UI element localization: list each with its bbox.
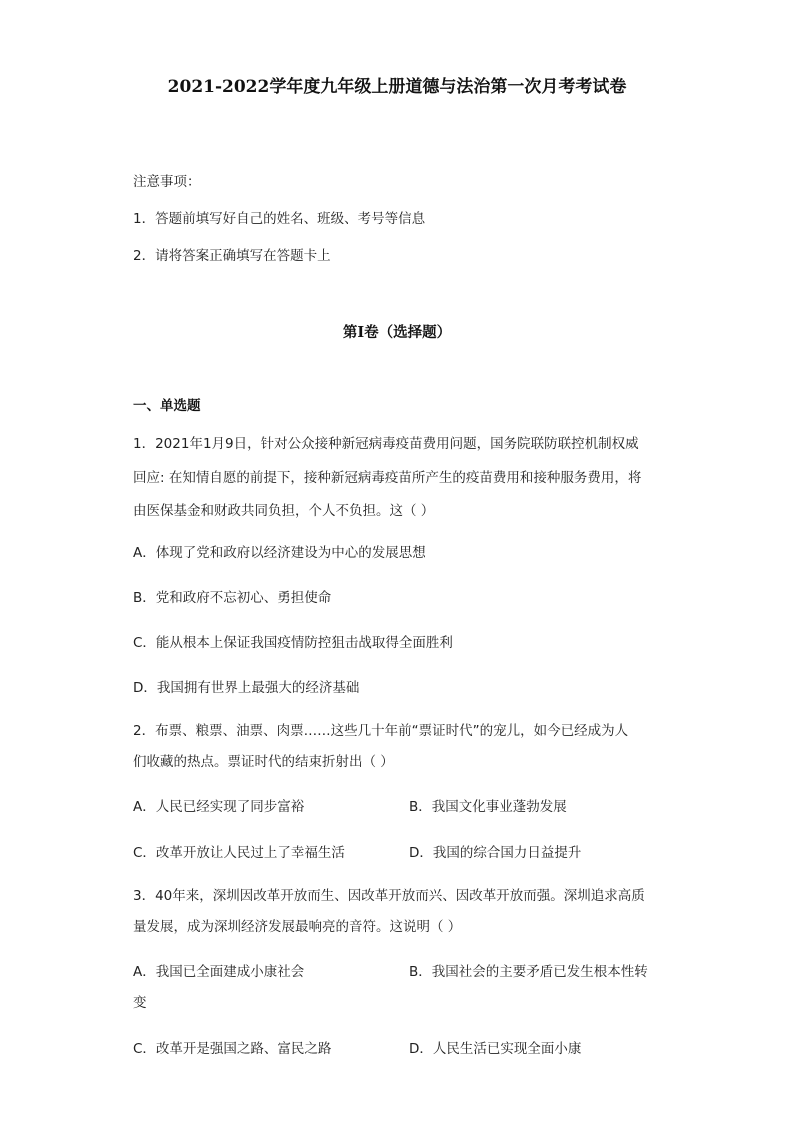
option-c: C．改革开是强国之路、富民之路	[133, 1041, 332, 1057]
option-d: D．人民生活已实现全面小康	[409, 1041, 582, 1057]
option-d: D．我国拥有世界上最强大的经济基础	[133, 680, 360, 696]
notice-item: 1．答题前填写好自己的姓名、班级、考号等信息	[133, 211, 426, 227]
question-line: 1．2021年1月9日，针对公众接种新冠病毒疫苗费用问题，国务院联防联控机制权威	[133, 436, 639, 452]
option-b: B．党和政府不忘初心、勇担使命	[133, 590, 332, 606]
option-a: A．我国已全面建成小康社会	[133, 964, 305, 980]
part-title: 第I卷（选择题）	[342, 324, 452, 341]
question-line: 量发展，成为深圳经济发展最响亮的音符。这说明（ ）	[133, 919, 462, 935]
question-line: 由医保基金和财政共同负担，个人不负担。这（ ）	[133, 503, 435, 519]
section-heading: 一、单选题	[133, 398, 201, 414]
option-c: C．能从根本上保证我国疫情防控狙击战取得全面胜利	[133, 635, 453, 651]
option-b: B．我国文化事业蓬勃发展	[409, 799, 567, 815]
notice-label: 注意事项：	[133, 174, 201, 190]
option-c: C．改革开放让人民过上了幸福生活	[133, 845, 345, 861]
question-line: 2．布票、粮票、油票、肉票……这些几十年前“票证时代”的宠儿，如今已经成为人	[133, 723, 629, 739]
option-d: D．我国的综合国力日益提升	[409, 845, 582, 861]
option-b: B．我国社会的主要矛盾已发生根本性转	[409, 964, 648, 980]
notice-item: 2．请将答案正确填写在答题卡上	[133, 248, 331, 264]
option-a: A．体现了党和政府以经济建设为中心的发展思想	[133, 545, 426, 561]
option-a: A．人民已经实现了同步富裕	[133, 799, 305, 815]
question-line: 回应: 在知情自愿的前提下，接种新冠病毒疫苗所产生的疫苗费用和接种服务费用，将	[133, 470, 642, 486]
question-line: 3．40年来，深圳因改革开放而生、因改革开放而兴、因改革开放而强。深圳追求高质	[133, 888, 645, 904]
exam-title: 2021-2022学年度九年级上册道德与法治第一次月考考试卷	[167, 77, 627, 97]
option-b-continued: 变	[133, 995, 147, 1011]
question-line: 们收藏的热点。票证时代的结束折射出（ ）	[133, 754, 394, 770]
